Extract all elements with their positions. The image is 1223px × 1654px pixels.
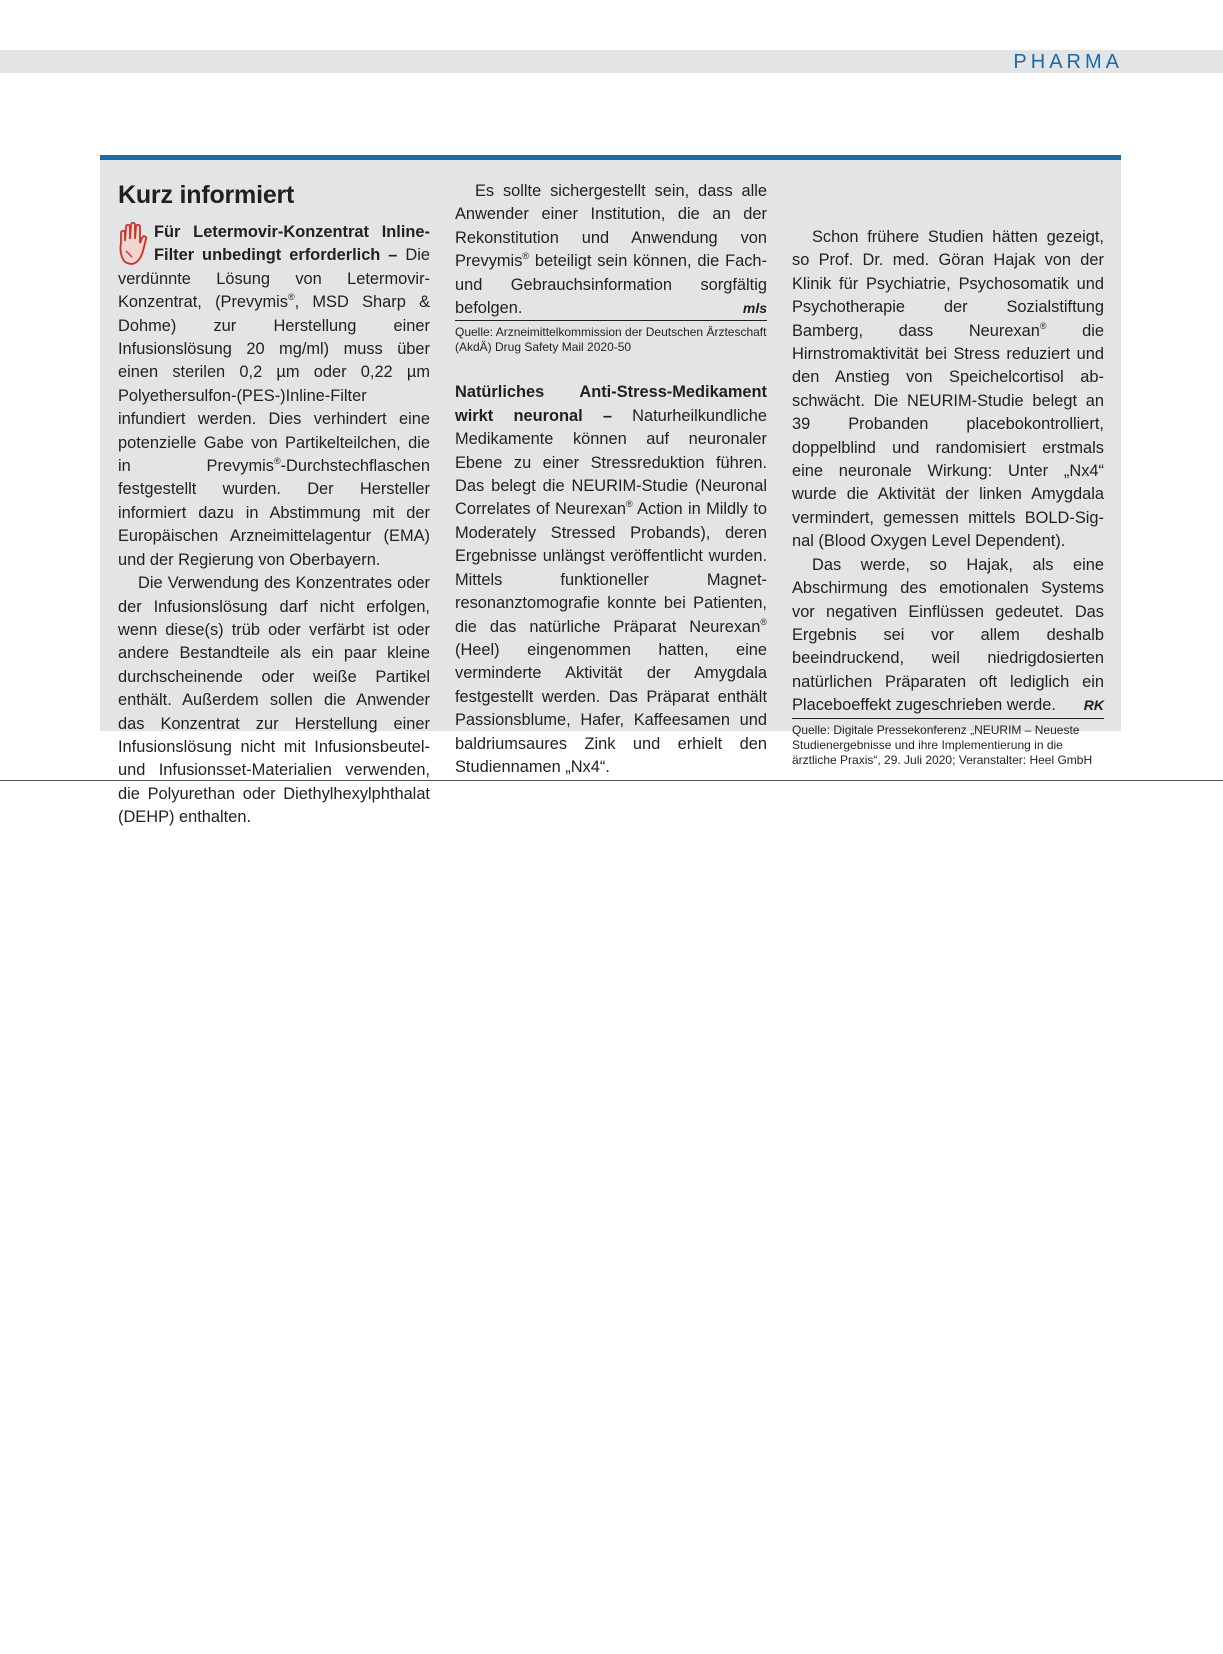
- column-2: [455, 180, 767, 779]
- registered-mark: ®: [1039, 320, 1047, 331]
- article2-paragraph-3: Das werde, so Hajak, als eine Abschirmung des emotionalen Systems vor negativen Einflüssen gedeutet. Das Ergebnis sei vor allem deshalb beeindruckend, weil niedrigdosierten natürlichen Präparaten oft lediglich ein Placeboeffekt zugeschrieben werde. RK: [792, 554, 1104, 718]
- article1-source: Quelle: Arzneimittelkommission der Deutschen Ärzteschaft (AkdÄ) Drug Safety Mail 2020-50: [455, 320, 767, 355]
- section-label: PHARMA: [1013, 51, 1123, 73]
- article2-source: Quelle: Digitale Pressekonferenz „NEURIM – Neueste Studienergebnisse und ihre Implementierung in die ärztliche Praxis“, 29. Juli 2020; Veranstalter: Heel GmbH: [792, 718, 1104, 768]
- stop-hand-icon: [118, 221, 148, 267]
- registered-mark: ®: [287, 292, 295, 303]
- article2-paragraph-2: Schon frühere Studien hätten gezeigt, so Prof. Dr. med. Göran Hajak von der Klinik für Psychiatrie, Psychosomatik und Psychotherapie der Sozialstiftung Bamberg, dass Neurexan® die Hirnstromaktivität bei Stress reduziert und den Anstieg von Speichelcortisol abschwächt. Die NEURIM-Studie belegt an 39 Probanden placebokontrolliert, doppelblind und randomisiert erstmals eine neuronale Wirkung: Unter „Nx4“ wurde die Aktivität der linken Amygdala vermindert, gemessen mittels BOLD-Signal (Blood Oxygen Level Dependent).: [792, 228, 1104, 551]
- article1-heading: Für Letermovir-Konzentrat Inline-Filter unbedingt erforderlich –: [154, 223, 430, 265]
- column-3: [792, 226, 1104, 768]
- registered-mark: ®: [760, 616, 767, 627]
- article1-paragraph-2: Die Verwendung des Konzentrates oder der Infusionslösung darf nicht erfolgen, wenn diese(s) trüb oder verfärbt ist oder andere Bestandteile als ein paar kleine durchscheinende oder weiße Partikel enthält. Außerdem sollen die Anwender das Konzentrat zur Herstellung einer Infusionslösung nicht mit Infusionsbeutel- und Infusionsset-Materialien verwenden, die Polyurethan oder Diethylhexylphthalat (DEHP) enthalten.: [118, 574, 430, 827]
- article1-paragraph-1: Für Letermovir-Konzentrat Inline-Filter unbedingt erforderlich – Die verdünnte Lösung von Letermovir-Konzentrat, (Prevymis®, MSD Sharp & Dohme) zur Herstellung einer Infusionslösung 20 mg/ml) muss über einen sterilen 0,2 µm oder 0,22 µm Polyethersulfon-(PES-)Inline-Filter infundiert werden. Dies verhindert eine potenzielle Gabe von Partikelteilchen, die in Prevymis®-Durchstechflaschen festgestellt wurden. Der Hersteller informiert dazu in Abstimmung mit der Europäischen Arzneimittelagentur (EMA) und der Regierung von Oberbayern.: [118, 223, 430, 569]
- column-1: [118, 180, 430, 830]
- bottom-rule: [0, 780, 1223, 781]
- registered-mark: ®: [273, 456, 281, 467]
- article1-author-sign: mls: [742, 300, 767, 317]
- news-box: [100, 155, 1121, 827]
- registered-mark: ®: [626, 499, 633, 510]
- registered-mark: ®: [522, 251, 530, 262]
- box-title: Kurz informiert: [118, 181, 295, 209]
- article2-heading: Natürliches Anti-Stress-Medikament wirkt neuronal –: [455, 383, 767, 425]
- article2-paragraph-1: Natürliches Anti-Stress-Medikament wirkt neuronal – Naturheilkundliche Medikamente können auf neuronaler Ebene zu einer Stressreduktion führen. Das belegt die NEURIM-Studie (Neuronal Correlates of Neurexan® Action in Mildly to Moderately Stressed Probands), deren Ergebnisse unlängst veröffentlicht wurden. Mittels funktioneller Magnetresonanztomografie konnte bei Patienten, die das natürliche Präparat Neurexan® (Heel) eingenommen hatten, eine verminderte Aktivität der Amygdala festgestellt werden. Das Präparat enthält Passionsblume, Hafer, Kaffeesamen und baldriumsaures Zink und erhielt den Studiennamen „Nx4“.: [455, 383, 767, 776]
- article2-author-sign: RK: [1083, 697, 1104, 714]
- article1-paragraph-3: Es sollte sichergestellt sein, dass alle Anwender einer Institution, die an der Rekonstitution und Anwendung von Prevymis® beteiligt sein können, die Fach- und Gebrauchsinformation sorgfältig befolgen. mls: [455, 180, 767, 320]
